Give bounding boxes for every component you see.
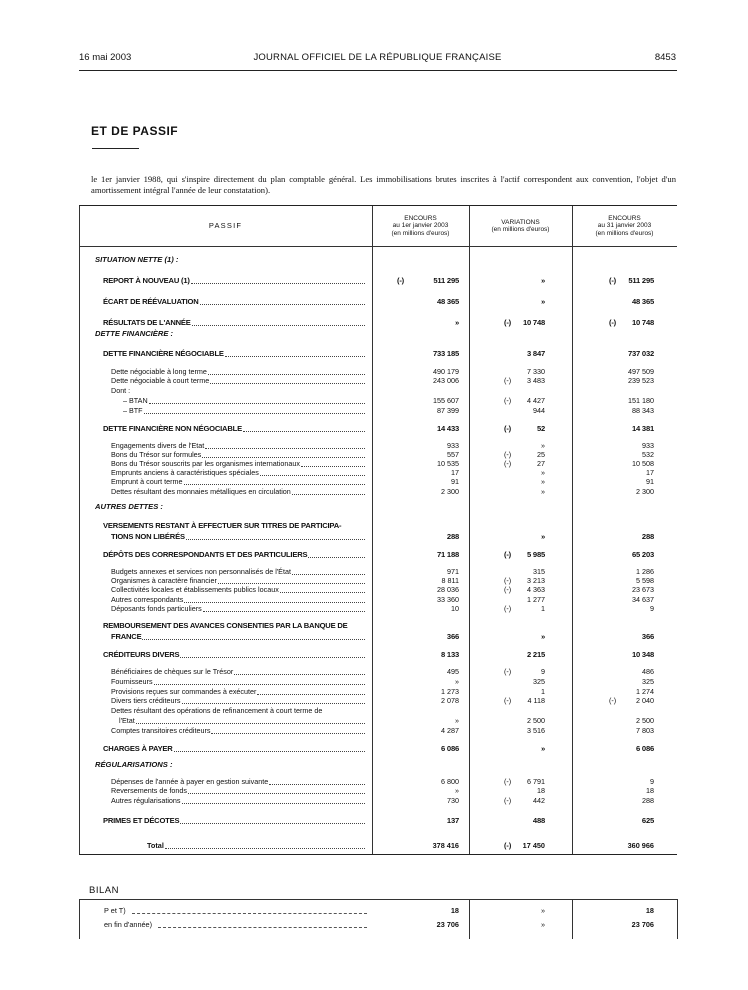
leader-dots (257, 687, 365, 695)
sign-s2: (-) (504, 424, 511, 433)
leader-dots (165, 841, 365, 849)
row-label: Collectivités locales et établissements publics locaux (111, 585, 367, 595)
value-v1: » (454, 318, 459, 327)
bilan-border-right (677, 899, 678, 939)
value-v3: 625 (641, 816, 654, 825)
row-label: DÉPÔTS DES CORRESPONDANTS ET DES PARTICULIERS (103, 550, 367, 560)
sign-s2: (-) (504, 376, 512, 385)
leader-dots (218, 576, 365, 584)
bilan-row (79, 906, 677, 916)
value-v1: 730 (447, 796, 459, 805)
value-v3: 933 (642, 441, 654, 450)
table-row (79, 604, 677, 614)
value-v3: 1 286 (636, 567, 654, 576)
leader-dots (308, 550, 365, 558)
row-label: Emprunts anciens à caractéristiques spéciales (111, 468, 367, 478)
value-v1: 378 416 (432, 841, 459, 850)
leader-dots (184, 595, 365, 603)
sign-s2: (-) (504, 585, 512, 594)
value-v1: 6 800 (441, 777, 459, 786)
row-label: Dette négociable à court terme (111, 376, 367, 386)
table-row (79, 632, 677, 642)
leader-dots (205, 441, 365, 449)
leader-dots (180, 650, 365, 658)
row-label: Reversements de fonds (111, 786, 367, 796)
row-label: RÉGULARISATIONS : (95, 760, 173, 769)
row-label: CRÉDITEURS DIVERS (103, 650, 367, 660)
table-row (79, 318, 677, 328)
bilan-section (79, 853, 677, 933)
table-row (79, 406, 677, 416)
table-row (79, 532, 677, 542)
leader-dots (158, 920, 367, 928)
leader-dots (210, 376, 365, 384)
col-header-variations: VARIATIONS (en millions d'euros) (491, 218, 550, 233)
value-v2: 315 (533, 567, 545, 576)
bilan-divider-2 (469, 899, 470, 939)
value-v1: 48 365 (436, 297, 459, 306)
sign-s3: (-) (609, 318, 616, 327)
value-v2: » (540, 297, 545, 306)
leader-dots (154, 677, 365, 685)
value-v2: 7 330 (527, 367, 545, 376)
row-label: DETTE FINANCIÈRE NÉGOCIABLE (103, 349, 367, 359)
title-underline (92, 148, 139, 149)
leader-dots (208, 367, 365, 375)
table-row (79, 786, 677, 796)
section-title: ET DE PASSIF (91, 124, 179, 138)
value-v2: » (540, 632, 545, 641)
value-v1: 71 188 (436, 550, 459, 559)
leader-dots (149, 396, 365, 404)
value-v1: 2 078 (441, 696, 459, 705)
table-row (79, 744, 677, 754)
row-label: l'Etat (119, 716, 367, 726)
row-label: Dettes résultant des monnaies métalliques en circulation (111, 487, 367, 497)
row-label: Comptes transitoires créditeurs (111, 726, 367, 736)
value-v2: » (540, 276, 545, 285)
table-row (79, 716, 677, 726)
value-v2: 25 (537, 450, 545, 459)
value-v1: 4 287 (441, 726, 459, 735)
col-header-encours-start: ENCOURS au 1er janvier 2003 (en millions d'euros) (391, 215, 450, 237)
leader-dots (269, 777, 365, 785)
table-row (79, 696, 677, 706)
value-v1: 366 (446, 632, 459, 641)
value-v2: 1 277 (527, 595, 545, 604)
col-header-passif: PASSIF (208, 221, 243, 231)
value-v2: 3 213 (527, 576, 545, 585)
value-v2: 52 (536, 424, 545, 433)
row-label: Emprunt à court terme (111, 477, 367, 487)
bilan-value-v3: 18 (645, 906, 654, 915)
table-row (79, 521, 677, 531)
value-v1: 288 (446, 532, 459, 541)
leader-dots (202, 450, 365, 458)
table-row (79, 796, 677, 806)
value-v3: 14 381 (631, 424, 654, 433)
value-v3: 366 (641, 632, 654, 641)
value-v1: 17 (451, 468, 459, 477)
intro-paragraph: le 1er janvier 1988, qui s'inspire directement du plan comptable général. Les immobilisations brutes inscrites à l'actif correspondent aux convention, l'objet d'un amortissement intégral l'année de leur constatation). (91, 174, 676, 195)
value-v3: 532 (642, 450, 654, 459)
row-label: Dettes résultant des opérations de refinancement à court terme de (111, 706, 323, 715)
value-v2: 3 516 (527, 726, 545, 735)
value-v1: 2 300 (441, 487, 459, 496)
row-label: Engagements divers de l'Etat (111, 441, 367, 451)
value-v1: 1 273 (441, 687, 459, 696)
bilan-value-v1: 23 706 (436, 920, 459, 929)
row-label: VERSEMENTS RESTANT À EFFECTUER SUR TITRES DE PARTICIPA- (103, 521, 342, 530)
table-row (79, 667, 677, 677)
value-v1: » (455, 786, 459, 795)
value-v2: 2 215 (526, 650, 545, 659)
value-v3: 10 508 (632, 459, 654, 468)
row-label: SITUATION NETTE (1) : (95, 255, 179, 264)
bilan-value-v1: 18 (450, 906, 459, 915)
row-label: REMBOURSEMENT DES AVANCES CONSENTIES PAR LA BANQUE DE (103, 621, 348, 630)
value-v3: 486 (642, 667, 654, 676)
leader-dots (280, 585, 365, 593)
value-v1: 14 433 (436, 424, 459, 433)
leader-dots (292, 487, 365, 495)
row-label: Bons du Trésor souscrits par les organismes internationaux (111, 459, 367, 469)
row-label: DETTE FINANCIÈRE NON NÉGOCIABLE (103, 424, 367, 434)
table-row (79, 396, 677, 406)
value-v2: » (540, 532, 545, 541)
value-v2: » (541, 477, 545, 486)
row-label: Divers tiers créditeurs (111, 696, 367, 706)
table-row (79, 816, 677, 826)
leader-dots (211, 726, 365, 734)
leader-dots (174, 744, 365, 752)
value-v2: » (541, 441, 545, 450)
table-row (79, 585, 677, 595)
value-v1: 933 (447, 441, 459, 450)
table-row (79, 329, 677, 339)
row-label: – BTAN (123, 396, 367, 406)
leader-dots (203, 604, 365, 612)
value-v2: » (540, 744, 545, 753)
value-v1: 511 295 (433, 276, 459, 285)
leader-dots (260, 468, 365, 476)
table-row (79, 550, 677, 560)
value-v3: 239 523 (628, 376, 654, 385)
table-row (79, 760, 677, 770)
row-label: Fournisseurs (111, 677, 367, 687)
sign-s2: (-) (504, 667, 512, 676)
row-label: Total (147, 841, 367, 851)
leader-dots (188, 786, 365, 794)
header-date: 16 mai 2003 (79, 52, 132, 63)
sign-s3: (-) (609, 696, 617, 705)
value-v2: 27 (537, 459, 545, 468)
table-row (79, 487, 677, 497)
sign-s2: (-) (504, 841, 512, 850)
row-label: DETTE FINANCIÈRE : (95, 329, 174, 338)
row-label: PRIMES ET DÉCOTES (103, 816, 367, 826)
value-v3: 2 040 (636, 696, 654, 705)
row-label: REPORT À NOUVEAU (1) (103, 276, 367, 286)
row-label: CHARGES À PAYER (103, 744, 367, 754)
value-v2: 3 847 (526, 349, 545, 358)
leader-dots (182, 696, 366, 704)
value-v2: 2 500 (527, 716, 545, 725)
table-row (79, 841, 677, 851)
value-v2: 4 427 (527, 396, 545, 405)
value-v2: » (541, 487, 545, 496)
value-v2: 18 (537, 786, 545, 795)
value-v1: 155 607 (433, 396, 459, 405)
row-label: RÉSULTATS DE L'ANNÉE (103, 318, 367, 328)
leader-dots (234, 667, 365, 675)
passif-table (79, 205, 677, 855)
value-v2: 442 (533, 796, 545, 805)
sign-s2: (-) (504, 777, 512, 786)
header-page-number: 8453 (654, 52, 676, 63)
value-v3: 5 598 (636, 576, 654, 585)
sign-s3: (-) (609, 276, 616, 285)
table-row (79, 276, 677, 286)
row-label: Bons du Trésor sur formules (111, 450, 367, 460)
value-v3: 7 803 (636, 726, 654, 735)
value-v2: 488 (532, 816, 545, 825)
leader-dots (144, 406, 365, 414)
leader-dots (292, 567, 365, 575)
value-v3: 2 500 (636, 716, 654, 725)
sign-s2: (-) (504, 696, 512, 705)
sign-s2: (-) (504, 796, 512, 805)
row-label: FRANCE (111, 632, 367, 642)
table-row (79, 706, 677, 716)
table-row (79, 477, 677, 487)
row-label: Autres régularisations (111, 796, 367, 806)
table-row (79, 424, 677, 434)
value-v3: 18 (646, 786, 654, 795)
header-rule (79, 70, 677, 71)
value-v3: 325 (642, 677, 654, 686)
table-row (79, 502, 677, 512)
bilan-title: BILAN (89, 885, 119, 896)
row-label: ÉCART DE RÉÉVALUATION (103, 297, 367, 307)
value-v3: 9 (650, 777, 654, 786)
value-v1: 28 036 (437, 585, 459, 594)
row-label: – BTF (123, 406, 367, 416)
value-v3: 9 (650, 604, 654, 613)
leader-dots (243, 424, 365, 432)
value-v3: 1 274 (636, 687, 654, 696)
value-v2: 3 483 (527, 376, 545, 385)
bilan-value-v2: » (540, 906, 545, 915)
row-label: Provisions reçues sur commandes à exécuter (111, 687, 367, 697)
leader-dots (225, 349, 365, 357)
sign-s2: (-) (504, 459, 512, 468)
table-row (79, 349, 677, 359)
table-body (79, 246, 677, 854)
leader-dots (192, 318, 365, 326)
bilan-divider-3 (572, 899, 573, 939)
header-journal-title: JOURNAL OFFICIEL DE LA RÉPUBLIQUE FRANÇAISE (253, 52, 502, 63)
row-label: Organismes à caractère financier (111, 576, 367, 586)
value-v3: 497 509 (628, 367, 654, 376)
value-v3: 48 365 (631, 297, 654, 306)
bilan-value-v3: 23 706 (631, 920, 654, 929)
sign-s1: (-) (397, 276, 404, 285)
value-v2: 325 (533, 677, 545, 686)
bilan-row-label: P et T) (104, 906, 126, 915)
row-label: Dépenses de l'année à payer en gestion suivante (111, 777, 367, 787)
value-v2: 1 (541, 604, 545, 613)
sign-s2: (-) (504, 604, 512, 613)
value-v3: 737 032 (627, 349, 654, 358)
sign-s2: (-) (504, 450, 512, 459)
leader-dots (184, 477, 365, 485)
value-v1: 495 (447, 667, 459, 676)
value-v1: 557 (447, 450, 459, 459)
value-v2: » (541, 468, 545, 477)
sign-s2: (-) (504, 318, 511, 327)
leader-dots (186, 532, 365, 540)
value-v1: » (455, 677, 459, 686)
value-v1: 10 535 (437, 459, 459, 468)
value-v1: 137 (446, 816, 459, 825)
value-v3: 288 (642, 796, 654, 805)
value-v1: 8 811 (441, 576, 459, 585)
table-row (79, 386, 677, 396)
leader-dots (132, 906, 367, 914)
value-v2: 944 (533, 406, 545, 415)
value-v3: 88 343 (632, 406, 654, 415)
value-v3: 511 295 (628, 276, 654, 285)
value-v3: 2 300 (636, 487, 654, 496)
value-v2: 1 (541, 687, 545, 696)
value-v1: 91 (451, 477, 459, 486)
row-label: TIONS NON LIBÉRÉS (111, 532, 367, 542)
row-label: AUTRES DETTES : (95, 502, 163, 511)
value-v1: 87 399 (437, 406, 459, 415)
value-v3: 23 673 (632, 585, 654, 594)
leader-dots (142, 632, 365, 640)
value-v3: 17 (646, 468, 654, 477)
value-v1: 733 185 (432, 349, 459, 358)
col-header-encours-end: ENCOURS au 31 janvier 2003 (en millions d'euros) (595, 215, 654, 237)
table-row (79, 376, 677, 386)
value-v3: 6 086 (635, 744, 654, 753)
row-label: Dette négociable à long terme (111, 367, 367, 377)
value-v1: 243 006 (433, 376, 459, 385)
row-label: Dont : (111, 386, 131, 395)
sign-s2: (-) (504, 576, 512, 585)
leader-dots (136, 716, 365, 724)
value-v3: 91 (646, 477, 654, 486)
bilan-row (79, 920, 677, 930)
leader-dots (200, 297, 365, 305)
table-row (79, 621, 677, 631)
bilan-row-label: en fin d'année) (104, 920, 153, 929)
table-row (79, 650, 677, 660)
value-v3: 10 748 (631, 318, 654, 327)
value-v3: 151 180 (628, 396, 654, 405)
bilan-rule (79, 899, 677, 901)
sign-s2: (-) (504, 550, 511, 559)
value-v3: 360 966 (627, 841, 654, 850)
sign-s2: (-) (504, 396, 512, 405)
value-v2: 5 985 (526, 550, 545, 559)
page-header (79, 52, 676, 66)
bilan-value-v2: » (540, 920, 545, 929)
table-row (79, 726, 677, 736)
leader-dots (191, 276, 365, 284)
value-v3: 288 (641, 532, 654, 541)
leader-dots (180, 816, 365, 824)
leader-dots (301, 459, 365, 467)
row-label: Déposants fonds particuliers (111, 604, 367, 614)
value-v1: 10 (451, 604, 459, 613)
value-v2: 4 363 (527, 585, 545, 594)
value-v2: 9 (541, 667, 545, 676)
value-v2: 4 118 (527, 696, 545, 705)
value-v2: 17 450 (522, 841, 545, 850)
leader-dots (182, 796, 365, 804)
value-v1: 33 360 (437, 595, 459, 604)
row-label: Autres correspondants (111, 595, 367, 605)
value-v2: 10 748 (522, 318, 545, 327)
value-v1: 6 086 (440, 744, 459, 753)
value-v1: » (455, 716, 459, 725)
value-v3: 34 637 (632, 595, 654, 604)
value-v1: 490 179 (433, 367, 459, 376)
value-v1: 971 (447, 567, 459, 576)
row-label: Budgets annexes et services non personnalisés de l'État (111, 567, 367, 577)
value-v2: 6 791 (527, 777, 545, 786)
table-row (79, 255, 677, 265)
row-label: Bénéficiaires de chèques sur le Trésor (111, 667, 367, 677)
value-v3: 65 203 (631, 550, 654, 559)
table-row (79, 677, 677, 687)
table-row (79, 297, 677, 307)
value-v3: 10 348 (631, 650, 654, 659)
bilan-border-left (79, 899, 80, 939)
value-v1: 8 133 (440, 650, 459, 659)
